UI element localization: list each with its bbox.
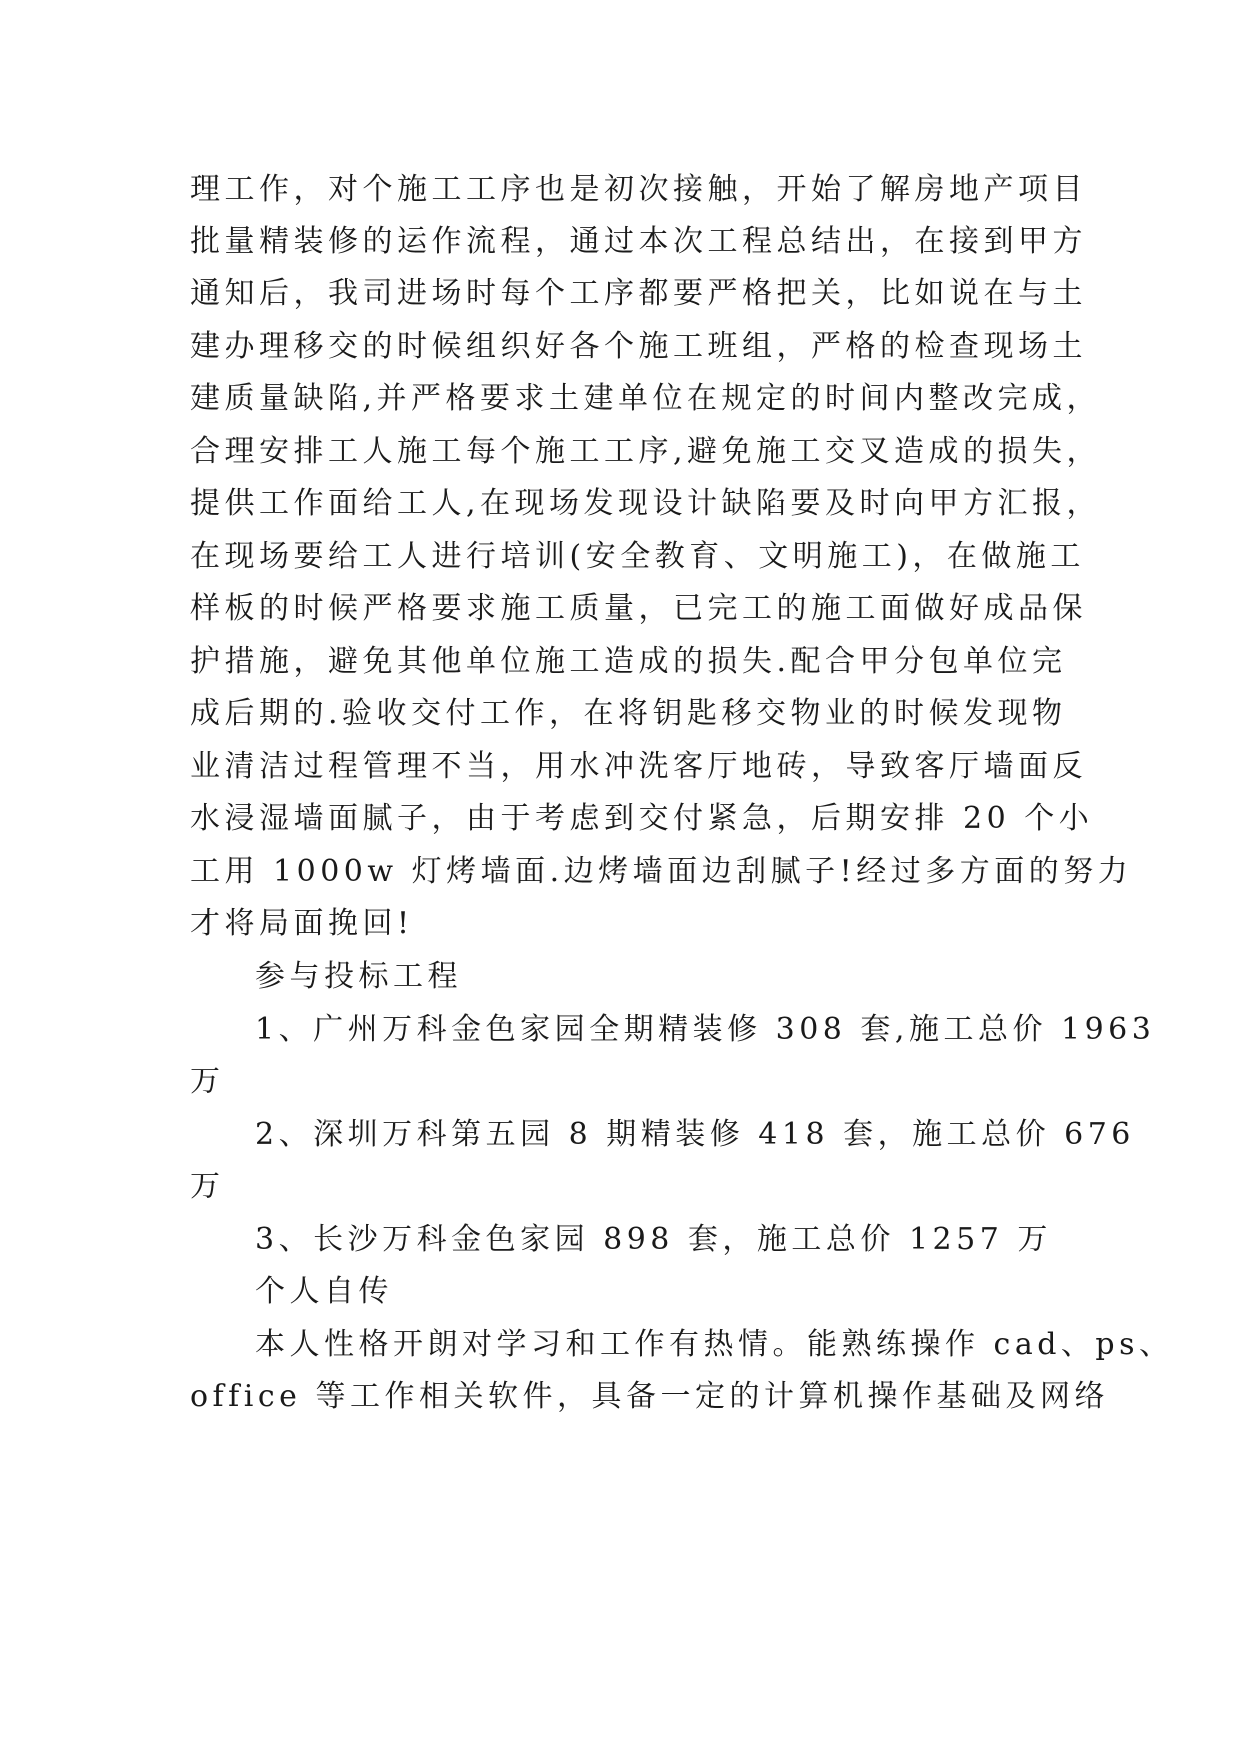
- project-item-2-continuation: 万: [190, 1169, 225, 1204]
- paragraph-line: 才将局面挽回!: [190, 906, 414, 941]
- section-heading-bio: 个人自传: [255, 1274, 393, 1309]
- paragraph-line: 通知后，我司进场时每个工序都要严格把关，比如说在与土: [190, 276, 1087, 311]
- paragraph-line: 水浸湿墙面腻子，由于考虑到交付紧急，后期安排 20 个小: [190, 801, 1094, 836]
- bio-line: 本人性格开朗对学习和工作有热情。能熟练操作 cad、ps、: [255, 1327, 1174, 1362]
- paragraph-line: 提供工作面给工人,在现场发现设计缺陷要及时向甲方汇报，: [190, 486, 1102, 521]
- project-item-2: 2、深圳万科第五园 8 期精装修 418 套，施工总价 676: [255, 1117, 1135, 1152]
- bio-line: office 等工作相关软件，具备一定的计算机操作基础及网络: [190, 1379, 1109, 1414]
- paragraph-line: 建质量缺陷,并严格要求土建单位在规定的时间内整改完成，: [190, 381, 1102, 416]
- paragraph-line: 批量精装修的运作流程，通过本次工程总结出，在接到甲方: [190, 224, 1087, 259]
- paragraph-line: 在现场要给工人进行培训(安全教育、文明施工)，在做施工: [190, 539, 1085, 574]
- paragraph-line: 合理安排工人施工每个施工工序,避免施工交叉造成的损失，: [190, 434, 1102, 469]
- project-item-1: 1、广州万科金色家园全期精装修 308 套,施工总价 1963: [255, 1012, 1156, 1047]
- paragraph-line: 建办理移交的时候组织好各个施工班组，严格的检查现场土: [190, 329, 1087, 364]
- paragraph-line: 业清洁过程管理不当，用水冲洗客厅地砖，导致客厅墙面反: [190, 749, 1087, 784]
- project-item-3: 3、长沙万科金色家园 898 套，施工总价 1257 万: [255, 1222, 1052, 1257]
- section-heading-bidding: 参与投标工程: [255, 959, 462, 994]
- paragraph-line: 工用 1000w 灯烤墙面.边烤墙面边刮腻子!经过多方面的努力: [190, 854, 1133, 889]
- paragraph-line: 样板的时候严格要求施工质量，已完工的施工面做好成品保: [190, 591, 1087, 626]
- paragraph-line: 理工作，对个施工工序也是初次接触，开始了解房地产项目: [190, 172, 1087, 207]
- paragraph-line: 护措施，避免其他单位施工造成的损失.配合甲分包单位完: [190, 644, 1067, 679]
- project-item-1-continuation: 万: [190, 1064, 225, 1099]
- paragraph-line: 成后期的.验收交付工作，在将钥匙移交物业的时候发现物: [190, 696, 1067, 731]
